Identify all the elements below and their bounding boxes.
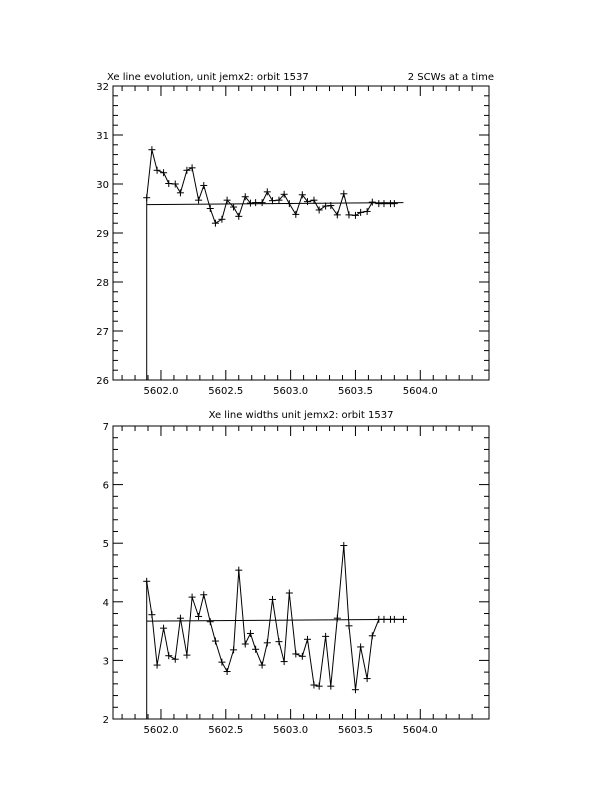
data-point-marker (352, 686, 359, 693)
data-point-marker (160, 169, 167, 176)
data-point-marker (316, 683, 323, 690)
data-point-marker (165, 652, 172, 659)
data-point-marker (143, 194, 150, 201)
data-point-marker (160, 625, 167, 632)
data-point-marker (252, 646, 259, 653)
y-tick-label: 27 (96, 327, 109, 338)
axis-ticks (113, 426, 489, 719)
plot-area (143, 542, 407, 719)
data-point-marker (143, 578, 150, 585)
data-point-marker (172, 656, 179, 663)
y-tick-label: 30 (96, 180, 109, 191)
data-point-marker (292, 650, 299, 657)
data-point-marker (310, 197, 317, 204)
data-point-marker (242, 640, 249, 647)
data-point-marker (391, 616, 398, 623)
mean-reference-line (147, 619, 404, 621)
data-point-marker (299, 653, 306, 660)
y-tick-label: 3 (102, 656, 109, 668)
axis-ticks (113, 86, 489, 380)
plot-frame (113, 86, 489, 380)
x-tick-label: 5604.0 (402, 725, 438, 736)
data-point-marker (334, 211, 341, 218)
y-tick-label: 29 (96, 229, 109, 240)
chart-subtitle: 2 SCWs at a time (407, 72, 494, 83)
data-point-marker (195, 197, 202, 204)
data-point-marker (183, 652, 190, 659)
data-point-marker (148, 146, 155, 153)
data-point-marker (345, 622, 352, 629)
data-point-marker (259, 662, 266, 669)
plot-frame (113, 426, 489, 719)
x-tick-label: 5603.0 (273, 386, 309, 397)
data-point-marker (207, 205, 214, 212)
data-point-marker (259, 199, 266, 206)
data-point-marker (264, 639, 271, 646)
data-point-marker (252, 199, 259, 206)
data-point-marker (334, 615, 341, 622)
data-point-marker (207, 618, 214, 625)
data-point-marker (345, 211, 352, 218)
data-point-marker (200, 182, 207, 189)
y-tick-label: 4 (102, 597, 109, 609)
data-point-marker (212, 220, 219, 227)
data-point-marker (165, 180, 172, 187)
data-point-marker (281, 658, 288, 665)
data-point-marker (380, 200, 387, 207)
data-point-marker (230, 646, 237, 653)
x-tick-label: 5603.5 (337, 386, 373, 397)
y-tick-label: 31 (96, 131, 109, 142)
data-point-marker (369, 632, 376, 639)
plot-area (143, 146, 403, 380)
data-point-marker (264, 188, 271, 195)
data-point-marker (172, 181, 179, 188)
data-point-marker (200, 591, 207, 598)
mean-reference-line (147, 203, 404, 205)
y-tick-labels (96, 82, 109, 387)
data-point-marker (218, 659, 225, 666)
y-tick-label: 7 (102, 422, 109, 433)
data-point-marker (235, 213, 242, 220)
y-tick-label: 32 (96, 82, 109, 93)
data-point-marker (369, 199, 376, 206)
x-tick-label: 5603.0 (273, 725, 309, 736)
chart-xe-line-widths (103, 410, 489, 736)
x-tick-labels (143, 386, 437, 397)
x-tick-label: 5602.0 (143, 725, 179, 736)
y-tick-label: 2 (102, 715, 109, 726)
x-tick-label: 5602.5 (208, 725, 244, 736)
data-point-marker (310, 682, 317, 689)
data-point-marker (316, 206, 323, 213)
data-point-marker (340, 542, 347, 549)
y-tick-label: 6 (102, 480, 109, 492)
data-point-marker (400, 616, 407, 623)
x-tick-label: 5604.0 (402, 386, 438, 397)
data-point-marker (322, 633, 329, 640)
data-point-marker (189, 594, 196, 601)
chart-title: Xe line evolution, unit jemx2: orbit 1537 (107, 72, 309, 83)
data-point-marker (340, 190, 347, 197)
data-point-marker (304, 636, 311, 643)
chart-title: Xe line widths unit jemx2: orbit 1537 (208, 410, 394, 421)
x-tick-labels (143, 725, 437, 736)
data-point-marker (286, 200, 293, 207)
y-tick-label: 5 (102, 539, 109, 551)
data-point-marker (154, 662, 161, 669)
y-tick-label: 28 (96, 278, 109, 289)
data-point-marker (218, 216, 225, 223)
data-point-marker (195, 613, 202, 620)
data-point-marker (224, 668, 231, 675)
data-point-marker (148, 611, 155, 618)
data-point-marker (235, 567, 242, 574)
data-point-marker (154, 167, 161, 174)
data-point-marker (364, 208, 371, 215)
data-point-marker (275, 638, 282, 645)
data-point-marker (212, 638, 219, 645)
data-point-marker (292, 211, 299, 218)
y-tick-labels (103, 422, 109, 726)
data-point-marker (327, 683, 334, 690)
data-point-marker (177, 189, 184, 196)
y-tick-label: 26 (96, 376, 109, 387)
data-point-marker (364, 675, 371, 682)
x-tick-label: 5603.5 (337, 725, 373, 736)
series-line (147, 546, 404, 690)
data-point-marker (391, 200, 398, 207)
chart-xe-line-evolution (96, 72, 494, 397)
x-tick-label: 5602.5 (208, 386, 244, 397)
data-point-marker (357, 643, 364, 650)
x-tick-label: 5602.0 (143, 386, 179, 397)
data-point-marker (247, 630, 254, 637)
data-point-marker (380, 616, 387, 623)
data-point-marker (286, 590, 293, 597)
data-point-marker (269, 596, 276, 603)
